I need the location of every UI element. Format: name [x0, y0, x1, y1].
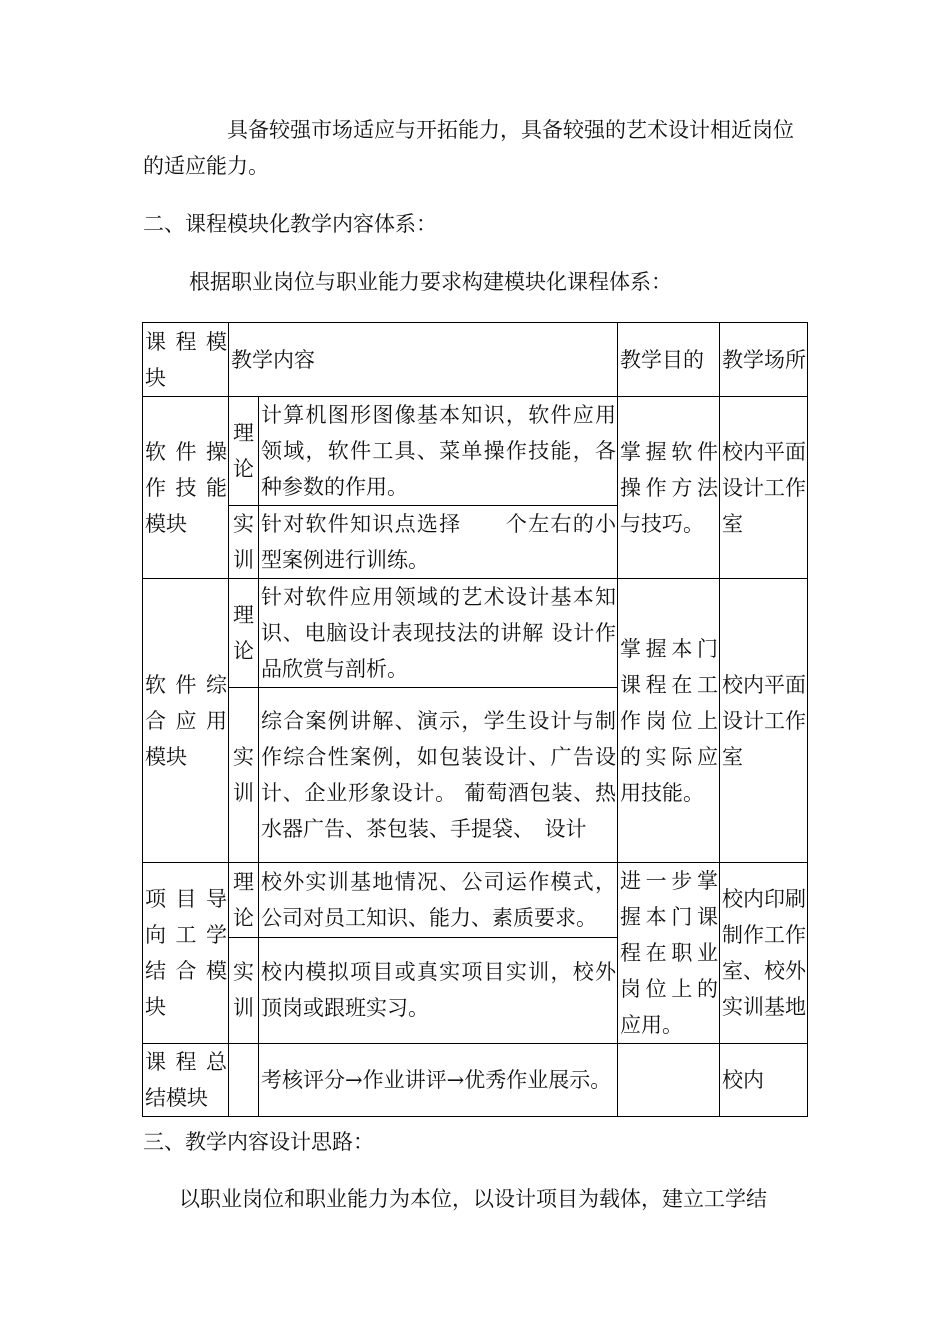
module-name-cell: 软件综合应用模块	[143, 579, 229, 863]
section-3-paragraph: 以职业岗位和职业能力为本位，以设计项目为载体，建立工学结	[179, 1187, 767, 1211]
course-module-table	[142, 322, 808, 1117]
content-text-cell: 计算机图形图像基本知识，软件应用领域，软件工具、菜单操作技能，各种参数的作用。	[259, 397, 618, 506]
content-type-cell: 实训	[229, 688, 259, 863]
content-type-cell: 实训	[229, 506, 259, 579]
venue-cell: 校内平面设计工作室	[720, 579, 808, 863]
header-venue: 教学场所	[720, 323, 808, 397]
content-text-cell: 校内模拟项目或真实项目实训，校外顶岗或跟班实习。	[259, 937, 618, 1043]
table-row	[143, 863, 808, 938]
intro-paragraph: 具备较强市场适应与开拓能力，具备较强的艺术设计相近岗位的适应能力。	[143, 118, 794, 178]
content-text-cell: 校外实训基地情况、公司运作模式，公司对员工知识、能力、素质要求。	[259, 863, 618, 938]
content-text-cell: 考核评分→作业讲评→优秀作业展示。	[259, 1044, 618, 1117]
content-type-cell: 理论	[229, 397, 259, 506]
section-3-heading: 三、教学内容设计思路：	[143, 1130, 374, 1154]
table-row	[143, 397, 808, 506]
header-module: 课程模块	[143, 323, 229, 397]
table-row	[143, 1044, 808, 1117]
content-text-cell: 综合案例讲解、演示，学生设计与制作综合性案例，如包装设计、广告设计、企业形象设计。 葡萄酒包装、热水器广告、茶包装、手提袋、 设计	[259, 688, 618, 863]
content-type-cell: 实训	[229, 937, 259, 1043]
venue-cell: 校内平面设计工作室	[720, 397, 808, 579]
content-type-cell	[229, 1044, 259, 1117]
section-2-paragraph: 根据职业岗位与职业能力要求构建模块化课程体系：	[189, 270, 672, 294]
goal-cell	[618, 1044, 720, 1117]
goal-cell: 进一步掌握本门课程在职业岗位上的应用。	[618, 863, 720, 1044]
venue-cell: 校内印刷制作工作室、校外实训基地	[720, 863, 808, 1044]
content-type-cell: 理论	[229, 863, 259, 938]
goal-cell: 掌握软件操作方法与技巧。	[618, 397, 720, 579]
module-name-cell: 软件操作技能模块	[143, 397, 229, 579]
table-row	[143, 579, 808, 688]
header-content: 教学内容	[229, 323, 618, 397]
header-goal: 教学目的	[618, 323, 720, 397]
content-text-cell: 针对软件知识点选择 个左右的小型案例进行训练。	[259, 506, 618, 579]
content-text-cell: 针对软件应用领域的艺术设计基本知识、电脑设计表现技法的讲解 设计作品欣赏与剖析。	[259, 579, 618, 688]
goal-cell: 掌握本门课程在工作岗位上的实际应用技能。	[618, 579, 720, 863]
module-name-cell: 课程总结模块	[143, 1044, 229, 1117]
venue-cell: 校内	[720, 1044, 808, 1117]
content-type-cell: 理论	[229, 579, 259, 688]
section-2-heading: 二、课程模块化教学内容体系：	[143, 212, 437, 236]
module-name-cell: 项目导向工学结合模块	[143, 863, 229, 1044]
table-header-row	[143, 323, 808, 397]
